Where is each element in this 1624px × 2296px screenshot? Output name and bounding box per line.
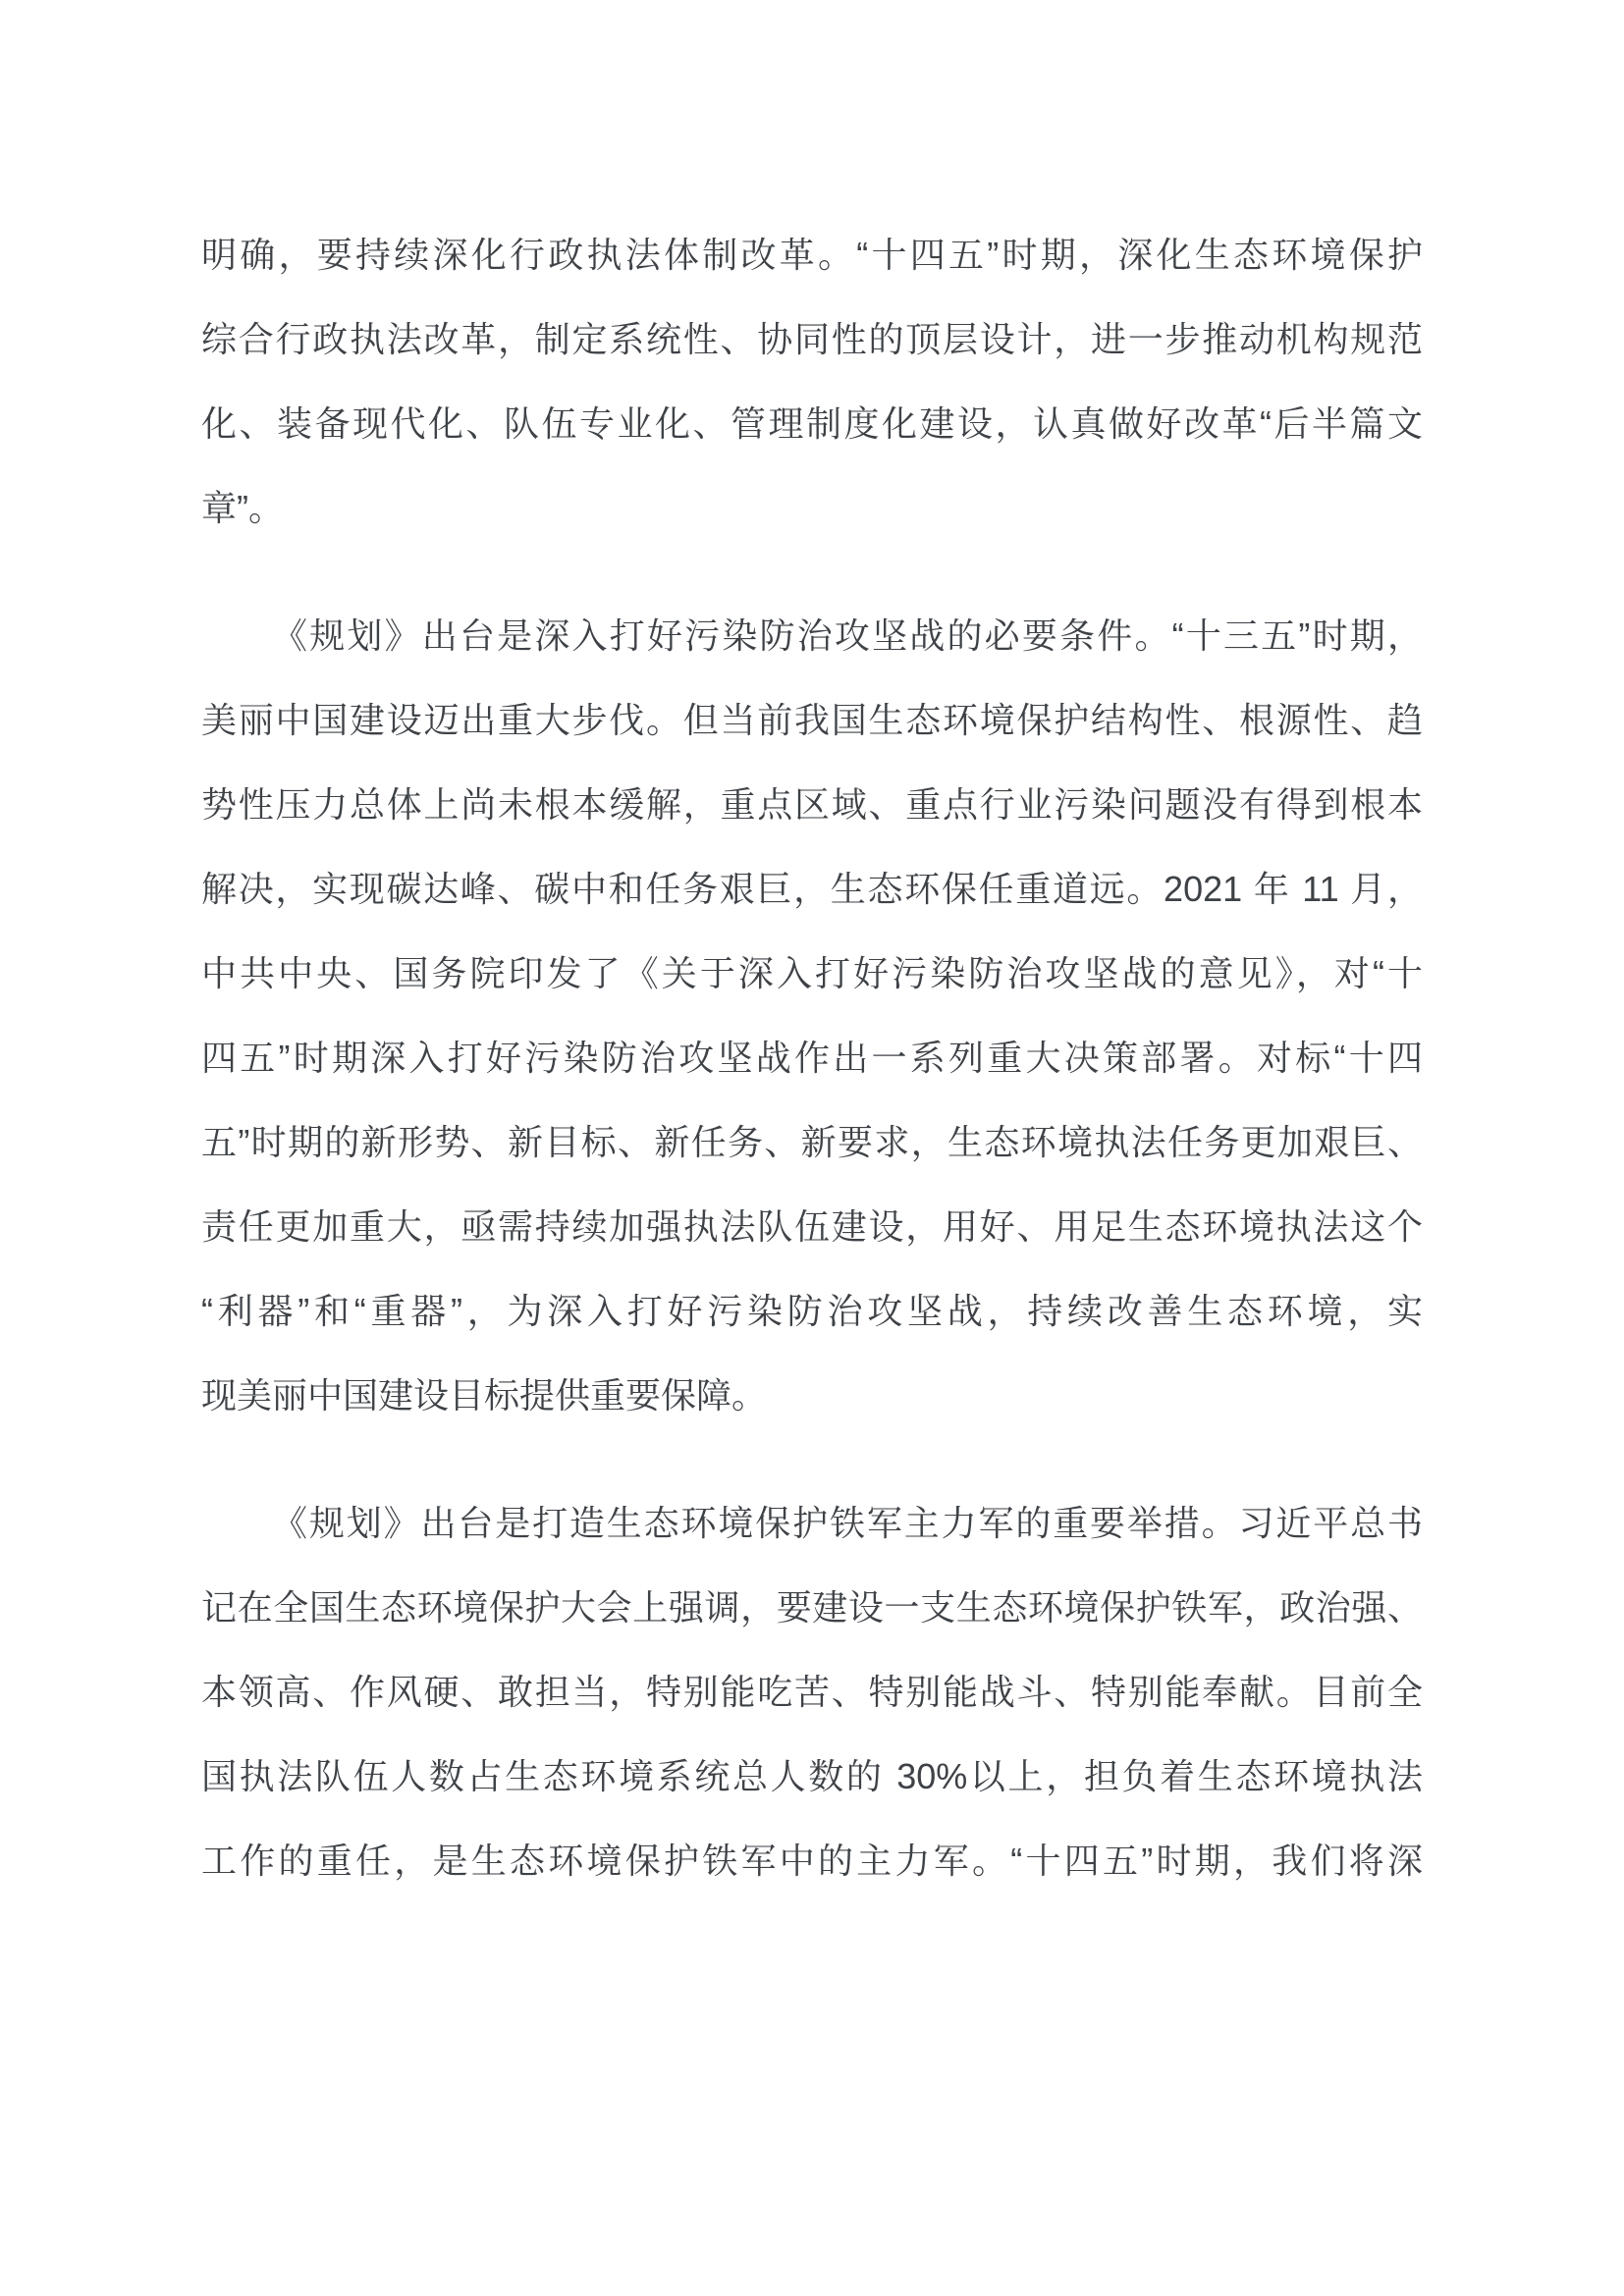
text-line: 《规划》出台是打造生态环境保护铁军主力军的重要举措。习近平总书 (272, 1503, 1423, 1543)
text-line: 记在全国生态环境保护大会上强调，要建设一支生态环境保护铁军，政治强、 (201, 1587, 1423, 1628)
paragraph (201, 594, 1423, 1438)
text-line: 国执法队伍人数占生态环境系统总人数的 30%以上，担负着生态环境执法 (201, 1756, 1423, 1796)
text-line: 《规划》出台是深入打好污染防治攻坚战的必要条件。“十三五”时期， (272, 615, 1423, 656)
text-line: 解决，实现碳达峰、碳中和任务艰巨，生态环保任重道远。2021 年 11 月， (201, 869, 1423, 909)
text-line: 中共中央、国务院印发了《关于深入打好污染防治攻坚战的意见》，对“十 (201, 953, 1423, 993)
text-line: 化、装备现代化、队伍专业化、管理制度化建设，认真做好改革“后半篇文 (201, 403, 1423, 444)
document-body (201, 213, 1423, 1903)
text-line: 现美丽中国建设目标提供重要保障。 (201, 1375, 768, 1415)
text-line: 综合行政执法改革，制定系统性、协同性的顶层设计，进一步推动机构规范 (201, 319, 1423, 359)
text-line: 明确，要持续深化行政执法体制改革。“十四五”时期，深化生态环境保护 (201, 235, 1423, 275)
text-line: 美丽中国建设迈出重大步伐。但当前我国生态环境保护结构性、根源性、趋 (201, 700, 1423, 740)
text-line: 章”。 (201, 488, 284, 528)
text-line: 四五”时期深入打好污染防治攻坚战作出一系列重大决策部署。对标“十四 (201, 1038, 1423, 1078)
text-line: 责任更加重大，亟需持续加强执法队伍建设，用好、用足生态环境执法这个 (201, 1206, 1423, 1247)
text-line: 五”时期的新形势、新目标、新任务、新要求，生态环境执法任务更加艰巨、 (201, 1122, 1423, 1162)
text-line: “利器”和“重器”，为深入打好污染防治攻坚战，持续改善生态环境，实 (201, 1291, 1423, 1331)
paragraph (201, 1481, 1423, 1903)
text-line: 工作的重任，是生态环境保护铁军中的主力军。“十四五”时期，我们将深 (201, 1841, 1423, 1881)
paragraph (201, 213, 1423, 551)
text-line: 本领高、作风硬、敢担当，特别能吃苦、特别能战斗、特别能奉献。目前全 (201, 1672, 1423, 1712)
text-line: 势性压力总体上尚未根本缓解，重点区域、重点行业污染问题没有得到根本 (201, 784, 1423, 825)
